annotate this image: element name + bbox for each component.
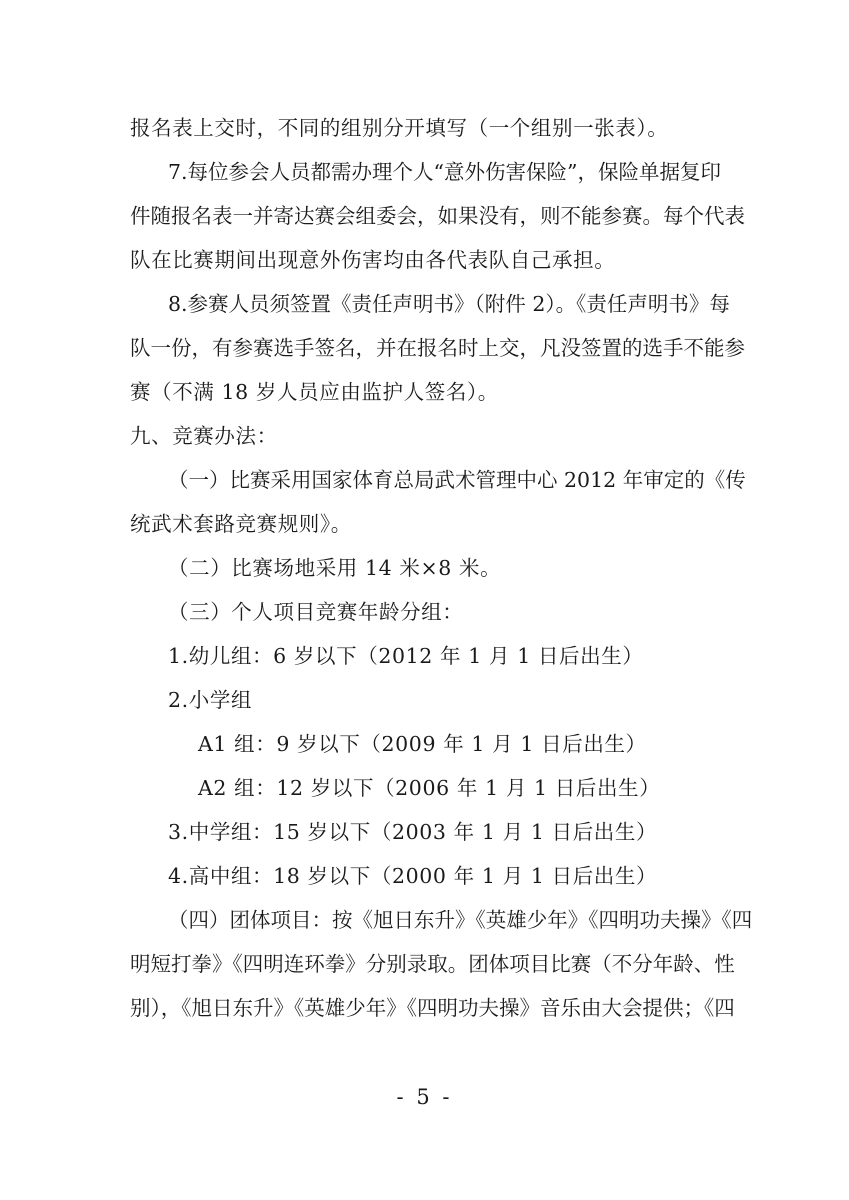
text-line: （二）比赛场地采用 14 米×8 米。: [168, 556, 502, 580]
text-line: 明短打拳》《四明连环拳》分别录取。团体项目比赛（不分年龄、性: [130, 952, 735, 976]
text-line: 队在比赛期间出现意外伤害均由各代表队自己承担。: [130, 248, 616, 272]
text-line: 7.每位参会人员都需办理个人“意外伤害保险”，保险单据复印: [168, 160, 722, 184]
text-line: 别），《旭日东升》《英雄少年》《四明功夫操》音乐由大会提供；《四: [130, 996, 735, 1020]
text-line: 件随报名表一并寄达赛会组委会，如果没有，则不能参赛。每个代表: [130, 204, 745, 228]
list-item: 4.高中组：18 岁以下（2000 年 1 月 1 日后出生）: [168, 864, 658, 888]
list-item: A2 组：12 岁以下（2006 年 1 月 1 日后出生）: [198, 776, 661, 800]
list-item: 1.幼儿组：6 岁以下（2012 年 1 月 1 日后出生）: [168, 644, 644, 668]
list-item: 2.小学组: [168, 688, 253, 712]
list-item: A1 组：9 岁以下（2009 年 1 月 1 日后出生）: [198, 732, 647, 756]
text-line: 统武术套路竞赛规则》。: [130, 512, 352, 536]
text-line: （一）比赛采用国家体育总局武术管理中心 2012 年审定的《传: [168, 468, 746, 492]
text-line: 赛（不满 18 岁人员应由监护人签名）。: [130, 380, 499, 404]
list-item: 3.中学组：15 岁以下（2003 年 1 月 1 日后出生）: [168, 820, 658, 844]
text-line: 报名表上交时，不同的组别分开填写（一个组别一张表）。: [130, 116, 669, 140]
text-line: （四）团体项目：按《旭日东升》《英雄少年》《四明功夫操》《四: [168, 908, 753, 932]
text-line: 队一份，有参赛选手签名，并在报名时上交，凡没签置的选手不能参: [130, 336, 745, 360]
section-heading: 九、竞赛办法：: [130, 424, 278, 448]
text-line: 8.参赛人员须签置《责任声明书》（附件 2）。《责任声明书》每: [168, 292, 730, 316]
page-number: - 5 -: [396, 1085, 453, 1109]
text-line: （三）个人项目竞赛年龄分组：: [168, 600, 464, 624]
